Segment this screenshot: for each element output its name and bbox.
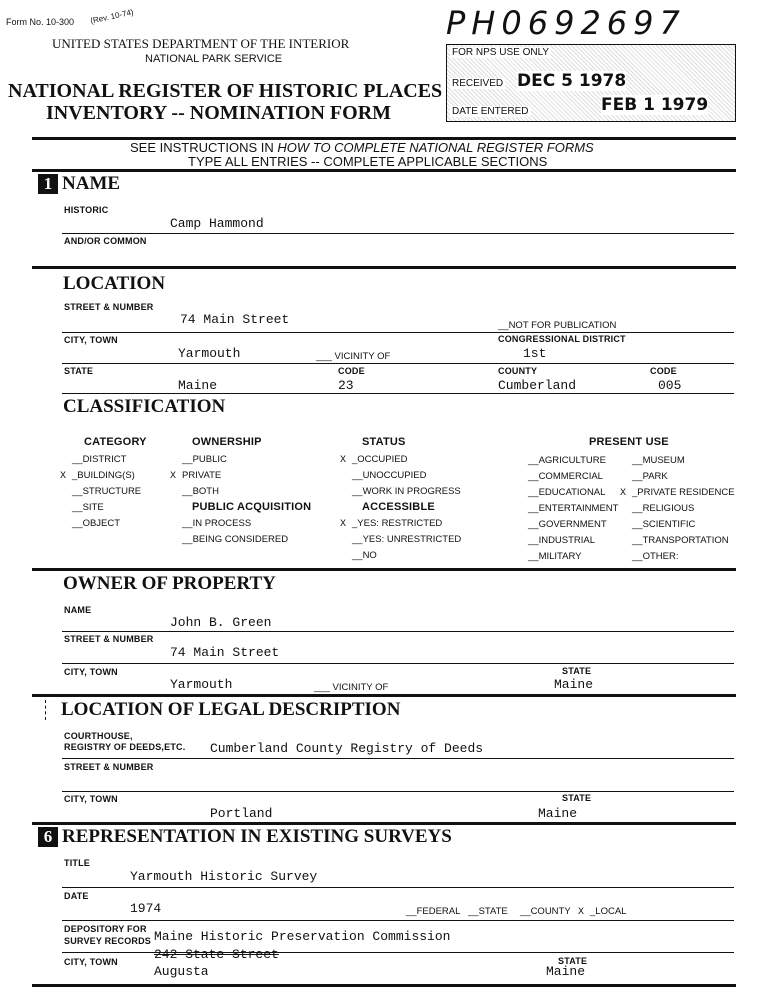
option-item bbox=[620, 519, 695, 530]
depository-label-line1: DEPOSITORY FOR bbox=[64, 924, 147, 934]
option-label: __SITE bbox=[72, 502, 104, 513]
option-item bbox=[620, 535, 729, 546]
section-number-badge: 1 bbox=[38, 174, 58, 194]
present-use-heading: PRESENT USE bbox=[589, 436, 669, 448]
location-state-value: Maine bbox=[178, 378, 218, 393]
option-item bbox=[516, 551, 582, 562]
owner-street-label: STREET & NUMBER bbox=[64, 634, 154, 644]
survey-date-value: 1974 bbox=[130, 901, 162, 916]
received-date-stamp: DEC 5 1978 bbox=[517, 71, 627, 91]
option-item bbox=[170, 470, 221, 482]
county-code-value: 005 bbox=[658, 378, 682, 393]
option-label: __OTHER: bbox=[632, 551, 679, 562]
option-label: __DISTRICT bbox=[72, 454, 127, 465]
survey-state-value: Maine bbox=[546, 964, 586, 979]
option-item bbox=[170, 534, 288, 545]
rule bbox=[62, 791, 734, 792]
accessible-heading: ACCESSIBLE bbox=[362, 501, 435, 513]
option-item bbox=[60, 518, 120, 529]
section-rule bbox=[32, 266, 736, 269]
margin-mark bbox=[45, 700, 46, 720]
section-heading-text: NAME bbox=[62, 173, 121, 194]
local-option-label: _LOCAL bbox=[590, 906, 627, 917]
option-label: __PUBLIC bbox=[182, 454, 227, 465]
option-item bbox=[60, 470, 135, 482]
section-rule bbox=[32, 568, 736, 571]
check-mark: X bbox=[60, 471, 67, 482]
depository-value: Maine Historic Preservation Commission bbox=[154, 929, 451, 944]
option-item bbox=[516, 487, 605, 498]
option-label: __BOTH bbox=[182, 486, 219, 497]
location-city-label: CITY, TOWN bbox=[64, 335, 118, 345]
check-mark: X bbox=[620, 488, 627, 499]
section-legal-heading: LOCATION OF LEGAL DESCRIPTION bbox=[61, 699, 401, 720]
option-item bbox=[620, 455, 685, 466]
option-item bbox=[620, 503, 694, 514]
county-label: COUNTY bbox=[498, 366, 538, 376]
local-check-mark: X bbox=[578, 907, 585, 918]
rule bbox=[62, 887, 734, 888]
form-title-line2: INVENTORY -- NOMINATION FORM bbox=[46, 102, 392, 124]
received-label: RECEIVED bbox=[452, 78, 504, 89]
option-item bbox=[60, 486, 141, 497]
option-label: __ENTERTAINMENT bbox=[528, 503, 619, 514]
check-mark: X bbox=[340, 519, 347, 530]
option-item bbox=[516, 455, 606, 466]
legal-state-value: Maine bbox=[538, 806, 578, 821]
option-item bbox=[60, 454, 126, 465]
service-name: NATIONAL PARK SERVICE bbox=[145, 53, 283, 65]
option-label: __STRUCTURE bbox=[72, 486, 142, 497]
courthouse-label-line1: COURTHOUSE, bbox=[64, 731, 133, 741]
owner-state-value: Maine bbox=[554, 677, 594, 692]
option-item bbox=[516, 471, 603, 482]
date-entered-stamp: FEB 1 1979 bbox=[601, 95, 709, 115]
form-number: Form No. 10-300 bbox=[6, 17, 75, 27]
option-item bbox=[60, 502, 104, 513]
option-item bbox=[340, 470, 426, 481]
status-heading: STATUS bbox=[362, 436, 406, 448]
option-item bbox=[340, 518, 442, 530]
county-code-label: CODE bbox=[650, 366, 677, 376]
option-label: __WORK IN PROGRESS bbox=[352, 486, 461, 497]
survey-city-value: Augusta bbox=[154, 964, 209, 979]
location-state-label: STATE bbox=[64, 366, 94, 376]
legal-city-label: CITY, TOWN bbox=[64, 794, 118, 804]
handwritten-reference-number: PH0692697 bbox=[446, 4, 686, 42]
option-label: __NO bbox=[352, 550, 377, 561]
survey-title-label: TITLE bbox=[64, 858, 90, 868]
date-entered-label: DATE ENTERED bbox=[452, 106, 529, 117]
rule bbox=[62, 920, 734, 921]
owner-state-label: STATE bbox=[562, 666, 592, 676]
department-name: UNITED STATES DEPARTMENT OF THE INTERIOR bbox=[52, 36, 350, 51]
check-mark: X bbox=[340, 455, 347, 466]
common-label: AND/OR COMMON bbox=[64, 236, 147, 246]
option-label: _OCCUPIED bbox=[352, 454, 408, 465]
section-name-heading bbox=[38, 173, 120, 195]
historic-label: HISTORIC bbox=[64, 205, 109, 215]
location-city-value: Yarmouth bbox=[178, 346, 241, 361]
option-item bbox=[340, 454, 407, 466]
section-location-heading: LOCATION bbox=[63, 273, 166, 294]
option-label: __YES: UNRESTRICTED bbox=[352, 534, 462, 545]
option-label: __RELIGIOUS bbox=[632, 503, 695, 514]
ownership-heading: OWNERSHIP bbox=[192, 436, 262, 448]
option-label: __OBJECT bbox=[72, 518, 121, 529]
owner-street-value: 74 Main Street bbox=[170, 645, 280, 660]
owner-vicinity-option: ___ VICINITY OF bbox=[314, 682, 389, 693]
owner-city-label: CITY, TOWN bbox=[64, 667, 118, 677]
federal-option: __FEDERAL bbox=[406, 906, 461, 917]
option-label: __BEING CONSIDERED bbox=[182, 534, 289, 545]
instructions-line2: TYPE ALL ENTRIES -- COMPLETE APPLICABLE SECTIONS bbox=[188, 154, 548, 169]
section-heading-text: REPRESENTATION IN EXISTING SURVEYS bbox=[62, 826, 452, 847]
location-street-value: 74 Main Street bbox=[180, 312, 290, 327]
rule bbox=[62, 758, 734, 759]
location-street-label: STREET & NUMBER bbox=[64, 302, 154, 312]
option-item bbox=[516, 535, 595, 546]
option-label: __PARK bbox=[632, 471, 668, 482]
legal-city-value: Portland bbox=[210, 806, 273, 821]
section-classification-heading: CLASSIFICATION bbox=[63, 396, 226, 417]
option-item bbox=[620, 487, 735, 499]
section-surveys-heading bbox=[38, 826, 452, 848]
congressional-district-value: 1st bbox=[523, 346, 547, 361]
option-item bbox=[516, 503, 618, 514]
option-label: __MUSEUM bbox=[632, 455, 685, 466]
option-label: __SCIENTIFIC bbox=[632, 519, 696, 530]
legal-street-label: STREET & NUMBER bbox=[64, 762, 154, 772]
rule bbox=[62, 332, 734, 333]
option-item bbox=[340, 486, 461, 497]
check-mark: X bbox=[170, 471, 177, 482]
state-code-value: 23 bbox=[338, 378, 354, 393]
option-label: __UNOCCUPIED bbox=[352, 470, 427, 481]
section-owner-heading: OWNER OF PROPERTY bbox=[63, 573, 276, 594]
option-item bbox=[170, 486, 219, 497]
form-revision: (Rev. 10-74) bbox=[89, 7, 135, 26]
state-code-label: CODE bbox=[338, 366, 365, 376]
section-number-badge: 6 bbox=[38, 827, 58, 847]
rule bbox=[62, 663, 734, 664]
survey-city-label: CITY, TOWN bbox=[64, 957, 118, 967]
option-label: __IN PROCESS bbox=[182, 518, 252, 529]
option-label: _PRIVATE RESIDENCE bbox=[632, 487, 735, 498]
rule bbox=[62, 952, 734, 953]
legal-state-label: STATE bbox=[562, 793, 592, 803]
county-option: __COUNTY bbox=[520, 906, 571, 917]
owner-name-value: John B. Green bbox=[170, 615, 272, 630]
struck-street-value: 242 State Street bbox=[154, 947, 279, 962]
courthouse-value: Cumberland County Registry of Deeds bbox=[210, 741, 484, 756]
option-label: __EDUCATIONAL bbox=[528, 487, 606, 498]
survey-state-label: STATE bbox=[558, 956, 588, 966]
option-label: __INDUSTRIAL bbox=[528, 535, 596, 546]
option-item bbox=[620, 551, 678, 562]
category-heading: CATEGORY bbox=[84, 436, 147, 448]
congressional-district-label: CONGRESSIONAL DISTRICT bbox=[498, 334, 626, 344]
section-rule bbox=[32, 822, 736, 825]
survey-date-label: DATE bbox=[64, 891, 89, 901]
option-label: _YES: RESTRICTED bbox=[352, 518, 443, 529]
option-label: __GOVERNMENT bbox=[528, 519, 607, 530]
nps-use-label: FOR NPS USE ONLY bbox=[452, 47, 550, 58]
option-item bbox=[340, 534, 461, 545]
option-label: PRIVATE bbox=[182, 470, 222, 481]
form-title-line1: NATIONAL REGISTER OF HISTORIC PLACES bbox=[8, 80, 443, 102]
option-label: __TRANSPORTATION bbox=[632, 535, 729, 546]
option-label: __COMMERCIAL bbox=[528, 471, 603, 482]
local-option bbox=[578, 906, 626, 918]
instructions-italic: HOW TO COMPLETE NATIONAL REGISTER FORMS bbox=[277, 140, 594, 155]
option-item bbox=[620, 471, 668, 482]
instructions-prefix: SEE INSTRUCTIONS IN bbox=[130, 140, 278, 155]
rule bbox=[62, 363, 734, 364]
instructions-line1 bbox=[130, 140, 594, 155]
option-item bbox=[340, 550, 377, 561]
depository-label-line2: SURVEY RECORDS bbox=[64, 936, 151, 946]
option-item bbox=[516, 519, 607, 530]
state-option: __STATE bbox=[468, 906, 508, 917]
owner-name-label: NAME bbox=[64, 605, 92, 615]
section-rule bbox=[32, 694, 736, 697]
rule bbox=[62, 631, 734, 632]
county-value: Cumberland bbox=[498, 378, 577, 393]
not-for-publication-option: __NOT FOR PUBLICATION bbox=[498, 320, 617, 331]
location-vicinity-option: ___ VICINITY OF bbox=[316, 351, 391, 362]
instructions-bottom-rule bbox=[32, 169, 736, 172]
option-label: _BUILDING(S) bbox=[72, 470, 135, 481]
option-item bbox=[170, 518, 251, 529]
option-label: __AGRICULTURE bbox=[528, 455, 606, 466]
owner-city-value: Yarmouth bbox=[170, 677, 233, 692]
survey-title-value: Yarmouth Historic Survey bbox=[130, 869, 318, 884]
historic-value: Camp Hammond bbox=[170, 216, 264, 231]
public-acquisition-heading: PUBLIC ACQUISITION bbox=[192, 501, 312, 513]
section-rule bbox=[32, 984, 736, 987]
option-label: __MILITARY bbox=[528, 551, 582, 562]
nps-use-box bbox=[446, 44, 736, 122]
rule bbox=[62, 393, 734, 394]
rule bbox=[62, 233, 734, 234]
option-item bbox=[170, 454, 227, 465]
courthouse-label-line2: REGISTRY OF DEEDS,ETC. bbox=[64, 742, 186, 752]
